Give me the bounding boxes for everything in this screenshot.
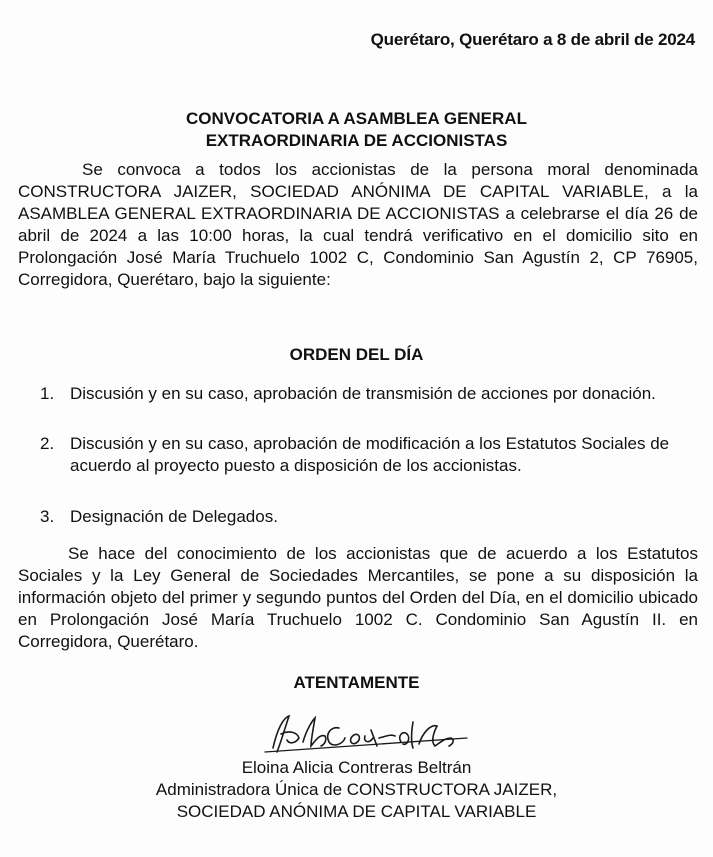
title-line-2: EXTRAORDINARIA DE ACCIONISTAS (205, 131, 508, 150)
salutation: ATENTAMENTE (293, 673, 420, 692)
agenda-item-number: 2. (40, 434, 55, 453)
agenda-item-number: 3. (40, 507, 55, 526)
agenda-item (40, 383, 700, 405)
agenda-item (40, 506, 700, 528)
intro-paragraph (18, 159, 698, 291)
agenda-item (40, 433, 700, 477)
signer-block (0, 757, 713, 823)
agenda-heading: ORDEN DEL DÍA (289, 345, 424, 364)
title-line-1: CONVOCATORIA A ASAMBLEA GENERAL (186, 109, 527, 128)
closing-text: Se hace del conocimiento de los accionistas que de acuerdo a los Estatutos Sociales y la Ley General de Sociedades Mercantiles, se pone a su disposición la información objeto del primer y segundo puntos del Orden del Día, en el domicilio ubicado en Prolongación José María Truchuelo 1002 C. Condominio San Agustín II. en Corregidora, Querétaro. (18, 544, 698, 651)
agenda-item-number: 1. (40, 384, 55, 403)
signer-role-line-1: Administradora Única de CONSTRUCTORA JAIZER, (155, 780, 558, 799)
handwritten-signature (255, 708, 475, 760)
signer-role-line-2: SOCIEDAD ANÓNIMA DE CAPITAL VARIABLE (176, 802, 537, 821)
document-title (0, 108, 713, 152)
agenda-item-text: Designación de Delegados. (70, 507, 278, 526)
date-line: Querétaro, Querétaro a 8 de abril de 2024 (370, 30, 695, 49)
signer-name: Eloina Alicia Contreras Beltrán (241, 758, 472, 777)
closing-paragraph (18, 543, 698, 653)
agenda-item-text: Discusión y en su caso, aprobación de transmisión de acciones por donación. (70, 384, 656, 403)
intro-text: Se convoca a todos los accionistas de la persona moral denominada CONSTRUCTORA JAIZER, SOCIEDAD ANÓNIMA DE CAPITAL VARIABLE, a la ASAMBLEA GENERAL EXTRAORDINARIA DE ACCIONISTAS a celebrarse el día 26 de abril de 2024 a las 10:00 horas, la cual tendrá verificativo en el domicilio sito en Prolongación José María Truchuelo 1002 C, Condominio San Agustín 2, CP 76905, Corregidora, Querétaro, bajo la siguiente: (18, 160, 698, 289)
agenda-item-text: Discusión y en su caso, aprobación de modificación a los Estatutos Sociales de acuerdo al proyecto puesto a disposición de los accionistas. (70, 434, 670, 475)
